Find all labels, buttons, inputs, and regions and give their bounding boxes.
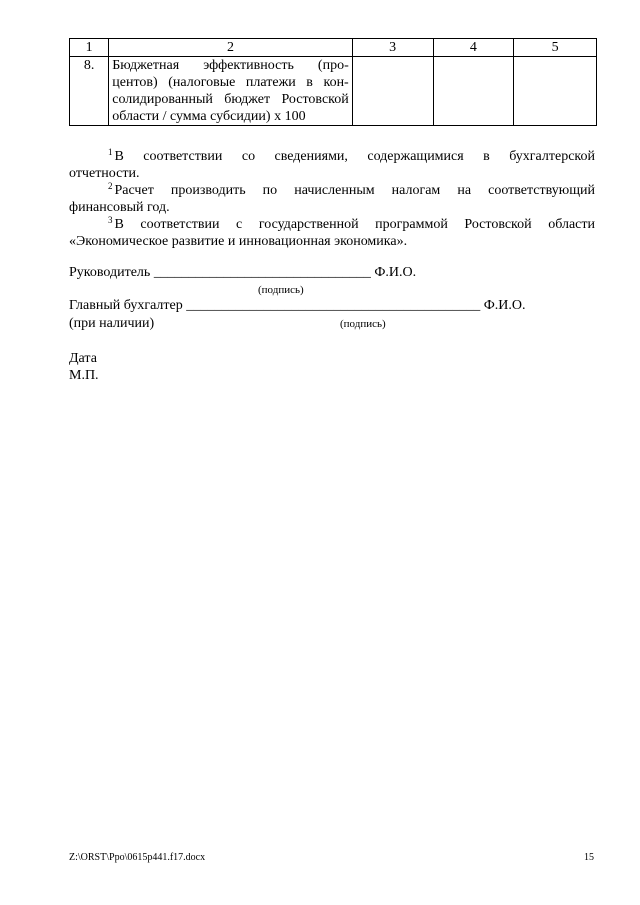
- accountant-blank: __________________________________________: [186, 298, 481, 313]
- header-cell-2: 2: [109, 39, 352, 57]
- accountant-fio: Ф.И.О.: [483, 298, 526, 313]
- head-sign-hint: (подпись): [258, 284, 304, 296]
- footnote-mark: 1: [108, 147, 113, 157]
- head-blank: _______________________________: [153, 265, 371, 280]
- header-cell-4: 4: [433, 39, 514, 57]
- accountant-sign-hint: (подпись): [340, 318, 386, 330]
- footer-file-path: Z:\ORST\Ppo\0615p441.f17.docx: [69, 852, 206, 863]
- footnote-2: [69, 178, 595, 216]
- footer-page-number: 15: [584, 852, 594, 863]
- footnote-mark: 3: [108, 215, 113, 225]
- table-header-row: [70, 39, 597, 57]
- header-cell-1: 1: [70, 39, 109, 57]
- accountant-label: Главный бухгалтер: [69, 298, 183, 313]
- value-cell-3: [352, 57, 433, 126]
- footnote-text: В соответствии с государственной программой Ростовской области: [114, 217, 595, 232]
- footnote-text: Расчет производить по начисленным налогам на соответствующий: [114, 183, 595, 198]
- desc-line: центов) (налоговые платежи в кон-: [112, 75, 349, 90]
- head-label: Руководитель: [69, 265, 151, 280]
- footnote-text-cont: «Экономическое развитие и инновационная экономика».: [69, 234, 408, 249]
- indicator-table: [69, 38, 597, 126]
- desc-line: Бюджетная эффективность (про-: [112, 58, 349, 73]
- footnote-3: [69, 212, 595, 250]
- header-cell-5: 5: [514, 39, 597, 57]
- footnote-1: [69, 144, 595, 182]
- footnote-text-cont: отчетности.: [69, 166, 140, 181]
- desc-line: области / сумма субсидии) х 100: [112, 109, 306, 124]
- stamp-label: М.П.: [69, 368, 99, 383]
- accountant-note: (при наличии): [69, 316, 155, 331]
- head-fio: Ф.И.О.: [374, 265, 417, 280]
- footnote-text-cont: финансовый год.: [69, 200, 170, 215]
- footnote-mark: 2: [108, 181, 113, 191]
- accountant-signature-line: [69, 297, 526, 314]
- head-signature-line: [69, 264, 416, 281]
- desc-line: солидированный бюджет Ростовской: [112, 92, 349, 107]
- table-row: [70, 57, 597, 126]
- value-cell-4: [433, 57, 514, 126]
- date-label: Дата: [69, 351, 97, 366]
- header-cell-3: 3: [352, 39, 433, 57]
- value-cell-5: [514, 57, 597, 126]
- footnote-text: В соответствии со сведениями, содержащимися в бухгалтерской: [114, 149, 595, 164]
- row-description: [109, 57, 352, 126]
- row-number: 8.: [70, 57, 109, 126]
